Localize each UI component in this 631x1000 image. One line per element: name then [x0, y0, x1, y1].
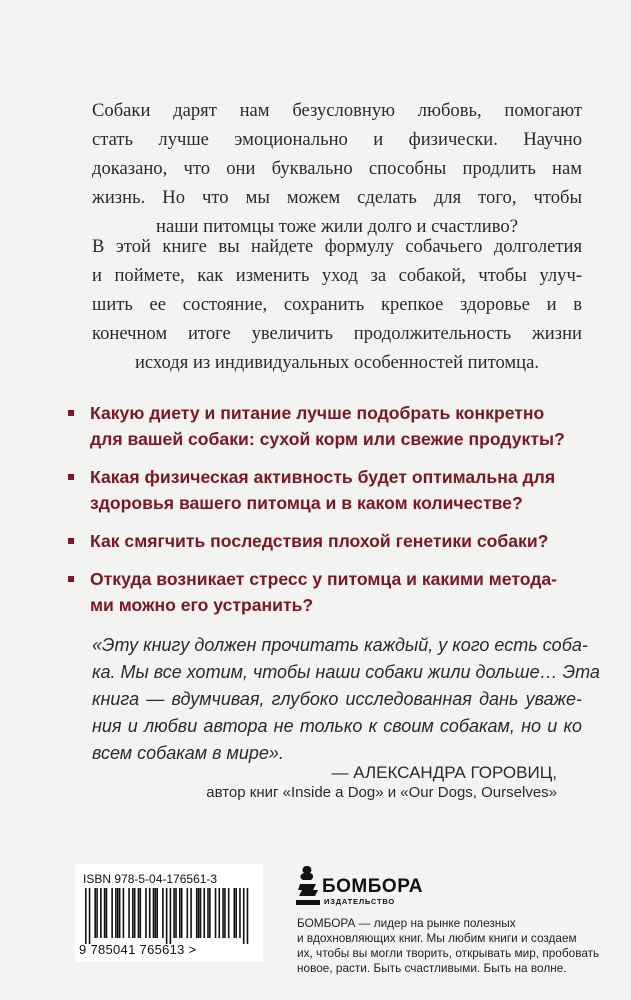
publisher-description	[297, 916, 600, 976]
barcode-bar	[181, 888, 183, 938]
barcode-bar	[100, 888, 102, 938]
question-line: Какая физическая активность будет оптимальна для	[90, 467, 556, 487]
barcode-digits: 9 785041 765613 >	[79, 942, 197, 957]
barcode-bar	[209, 888, 211, 938]
barcode-bar	[215, 888, 217, 938]
square-bullet-icon	[68, 538, 74, 544]
barcode-bar	[94, 888, 96, 938]
intro-paragraph	[92, 96, 582, 241]
intro-line: стать лучше эмоционально и физически. Научно	[92, 129, 582, 150]
barcode-bar	[190, 888, 192, 938]
square-bullet-icon	[68, 474, 74, 480]
question-line: Откуда возникает стресс у питомца и какими метода-	[90, 569, 558, 589]
quote-author-role: автор книг «Inside a Dog» и «Our Dogs, Ourselves»	[206, 784, 557, 801]
barcode-bar	[198, 888, 200, 938]
barcode-bar	[234, 888, 236, 938]
barcode-bar	[175, 888, 177, 938]
question-line: здоровья вашего питомца и в каком количестве?	[90, 493, 523, 513]
barcode-bar	[111, 888, 113, 938]
description-line: и поймете, как изменить уход за собакой, чтобы улуч-	[92, 265, 582, 286]
barcode-bar	[247, 888, 249, 944]
quote-line: ния и любви автора не только к своим собакам, но и ко	[92, 716, 582, 736]
quote-line: ка. Мы все хотим, чтобы наши собаки жили дольше… Эта	[92, 662, 600, 682]
barcode-bar	[106, 888, 108, 938]
barcode-bar	[162, 888, 164, 938]
publisher-description-line: и вдохновляющих книг. Мы любим книги и создаем	[297, 931, 577, 945]
barcode-bar	[196, 888, 198, 938]
barcode-bar	[104, 888, 106, 938]
description-line: шить ее состояние, сохранить крепкое здоровье и в	[92, 294, 582, 315]
question-list	[68, 400, 588, 630]
publisher-description-line: БОМБОРА — лидер на рынке полезных	[297, 916, 516, 930]
publisher-logo	[296, 862, 496, 908]
barcode-bar	[96, 888, 98, 938]
quote-line: книга — вдумчивая, глубоко исследованная дань уваже-	[92, 689, 582, 709]
barcode-bar	[156, 888, 158, 938]
publisher-subtitle: ИЗДАТЕЛЬСТВО	[324, 897, 395, 906]
barcode-bar	[132, 888, 134, 938]
isbn-barcode	[75, 864, 263, 962]
barcode-bar	[123, 888, 125, 938]
barcode-bar	[140, 888, 142, 938]
barcode-bar	[117, 888, 119, 938]
barcode-bar	[155, 888, 157, 938]
barcode-bar	[218, 888, 220, 938]
barcode-bar	[85, 888, 87, 944]
barcode-bar	[153, 888, 155, 938]
publisher-description-line: их, чтобы вы могли творить, открывать мир, пробовать	[297, 946, 600, 960]
quote-author: — АЛЕКСАНДРА ГОРОВИЦ,	[331, 763, 557, 782]
question-line: ми можно его устранить?	[90, 595, 314, 615]
question-line: Как смягчить последствия плохой генетики собаки?	[90, 531, 549, 551]
barcode-bar	[115, 888, 117, 938]
barcode-bar	[224, 888, 226, 938]
barcode-bar	[222, 888, 224, 938]
barcode-bar	[134, 888, 136, 938]
barcode-bar	[138, 888, 140, 938]
barcode-bar	[207, 888, 209, 938]
barcode-bar	[243, 888, 245, 944]
intro-line: наши питомцы тоже жили долго и счастливо?	[156, 216, 518, 237]
question-item	[68, 464, 588, 516]
barcode-bar	[235, 888, 237, 938]
barcode-bar	[228, 888, 230, 938]
quote-line: «Эту книгу должен прочитать каждый, у кого есть соба-	[92, 635, 588, 655]
book-description-paragraph	[92, 232, 582, 377]
question-item	[68, 528, 588, 554]
barcode-bar	[200, 888, 202, 938]
barcode-bar	[173, 888, 175, 938]
publisher-description-line: новое, расти. Быть счастливыми. Быть на волне.	[297, 961, 567, 975]
question-line: для вашей собаки: сухой корм или свежие продукты?	[90, 429, 565, 449]
barcode-bar	[179, 888, 181, 938]
barcode-bar	[187, 888, 189, 938]
description-line: конечном итоге увеличить продолжительность жизни	[92, 323, 582, 344]
barcode-bar	[145, 888, 147, 938]
question-item	[68, 400, 588, 452]
description-line: В этой книге вы найдете формулу собачьего долголетия	[92, 236, 582, 257]
question-line: Какую диету и питание лучше подобрать конкретно	[90, 403, 545, 423]
barcode-bar	[239, 888, 241, 938]
intro-line: жизнь. Но что мы можем сделать для того, чтобы	[92, 187, 582, 208]
barcode-bar	[149, 888, 151, 938]
barcode-bar	[119, 888, 121, 938]
barcode-bar	[166, 888, 168, 944]
bombora-logo-icon	[296, 862, 322, 908]
square-bullet-icon	[68, 410, 74, 416]
review-quote	[92, 632, 600, 767]
square-bullet-icon	[68, 576, 74, 582]
intro-line: Собаки дарят нам безусловную любовь, помогают	[92, 100, 582, 121]
question-item	[68, 566, 588, 618]
barcode-bar	[128, 888, 130, 938]
barcode-bar	[170, 888, 172, 944]
barcode-bars	[83, 888, 255, 944]
barcode-bar	[89, 888, 91, 944]
isbn-number: ISBN 978-5-04-176561-3	[83, 872, 218, 886]
barcode-bar	[203, 888, 205, 938]
intro-line: доказано, что они буквально способны продлить нам	[92, 158, 582, 179]
publisher-name: БОМБОРА	[322, 876, 423, 897]
quote-line: всем собакам в мире».	[92, 743, 284, 763]
description-line: исходя из индивидуальных особенностей питомца.	[134, 352, 540, 373]
